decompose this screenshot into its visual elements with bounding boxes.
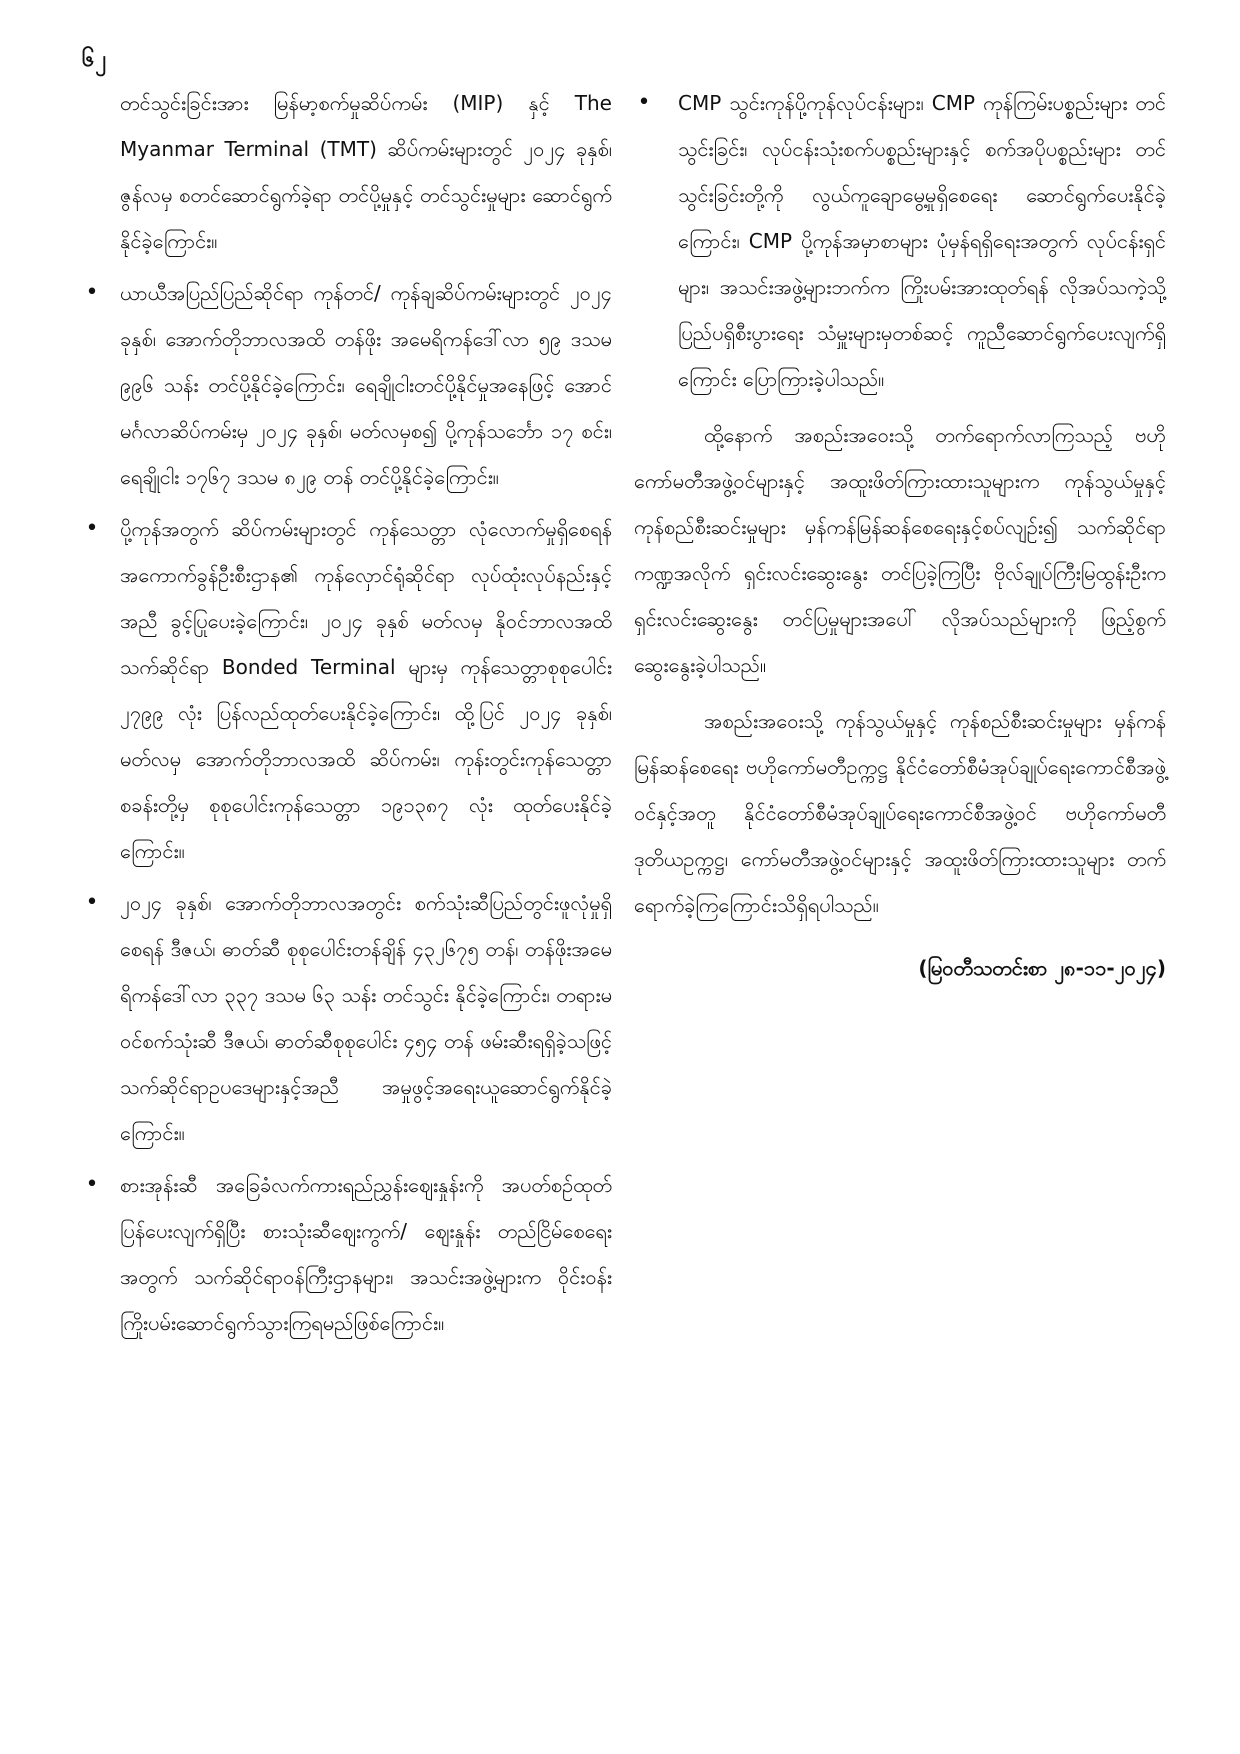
bullet-item-palm-oil <box>82 1162 612 1346</box>
bullet-text: ယာယီအပြည်ပြည်ဆိုင်ရာ ကုန်တင်/ ကုန်ချဆိပ်ကမ်းများတွင် ၂၀၂၄ ခုနှစ်၊ အောက်တိုဘာလအထိ တန်ဖိုး အမေရိကန်ဒေါ်လာ ၅၉ ဒသမ ၉၉၆ သန်း တင်ပို့နိုင်ခဲ့ကြောင်း၊ ရေချိုငါးတင်ပို့နိုင်မှုအနေဖြင့် အောင်မင်္ဂလာဆိပ်ကမ်းမှ ၂၀၂၄ ခုနှစ်၊ မတ်လမှစ၍ ပို့ကုန်သင်္ဘော ၁၇ စင်း၊ ရေချိုငါး ၁၇၆၇ ဒသမ ၈၂၉ တန် တင်ပို့နိုင်ခဲ့ကြောင်း။ <box>120 281 612 489</box>
bullet-icon: • <box>637 90 651 115</box>
bullet-icon: • <box>85 280 99 305</box>
bullet-text: စားအုန်းဆီ အခြေခံလက်ကားရည်ညွှန်းဈေးနှုန်းကို အပတ်စဉ်ထုတ်ပြန်ပေးလျက်ရှိပြီး စားသုံးဆီဈေးကွက်/ ဈေးနှုန်း တည်ငြိမ်စေရေးအတွက် သက်ဆိုင်ရာဝန်ကြီးဌာနများ၊ အသင်းအဖွဲ့များက ဝိုင်းဝန်းကြိုးပမ်းဆောင်ရွက်သွားကြရမည်ဖြစ်ကြောင်း။ <box>120 1173 612 1335</box>
left-column <box>82 80 612 1352</box>
right-column <box>634 80 1166 988</box>
bullet-icon: • <box>85 1172 99 1197</box>
bullet-text: ၂၀၂၄ ခုနှစ်၊ အောက်တိုဘာလအတွင်း စက်သုံးဆီပြည်တွင်းဖူလုံမှုရှိစေရန် ဒီဇယ်၊ ဓာတ်ဆီ စုစုပေါင်းတန်ချိန် ၄၃၂၆၇၅ တန်၊ တန်ဖိုးအမေရိကန်ဒေါ်လာ ၃၃၇ ဒသမ ၆၃ သန်း တင်သွင်း နိုင်ခဲ့ကြောင်း၊ တရားမဝင်စက်သုံးဆီ ဒီဇယ်၊ ဓာတ်ဆီစုစုပေါင်း ၄၅၄ တန် ဖမ်းဆီးရရှိခဲ့သဖြင့် သက်ဆိုင်ရာဥပဒေများနှင့်အညီ အမှုဖွင့်အရေးယူဆောင်ရွက်နိုင်ခဲ့ကြောင်း။ <box>120 891 612 1145</box>
attendees-paragraph: အစည်းအဝေးသို့ ကုန်သွယ်မှုနှင့် ကုန်စည်စီးဆင်းမှုများ မှန်ကန်မြန်ဆန်စေရေး ဗဟိုကော်မတီဥက္ကဋ္ဌ နိုင်ငံတော်စီမံအုပ်ချုပ်ရေးကောင်စီအဖွဲ့ဝင်နှင့်အတူ နိုင်ငံတော်စီမံအုပ်ချုပ်ရေးကောင်စီအဖွဲ့ဝင် ဗဟိုကော်မတီဒုတိယဥက္ကဋ္ဌ၊ ကော်မတီအဖွဲ့ဝင်များနှင့် အထူးဖိတ်ကြားထားသူများ တက်ရောက်ခဲ့ကြကြောင်းသိရှိရပါသည်။ <box>634 709 1166 917</box>
bullet-item-containers <box>82 506 612 874</box>
page-number: ၆၂ <box>82 47 108 72</box>
bullet-item-cmp <box>634 80 1166 402</box>
bullet-text: ပို့ကုန်အတွက် ဆိပ်ကမ်းများတွင် ကုန်သေတ္တာ လုံလောက်မှုရှိစေရန် အကောက်ခွန်ဦးစီးဌာန၏ ကုန်လှောင်ရုံဆိုင်ရာ လုပ်ထုံးလုပ်နည်းနှင့်အညီ ခွင့်ပြုပေးခဲ့ကြောင်း၊ ၂၀၂၄ ခုနှစ် မတ်လမှ နိုဝင်ဘာလအထိ သက်ဆိုင်ရာ Bonded Terminal များမှ ကုန်သေတ္တာစုစုပေါင်း ၂၇၉၉ လုံး ပြန်လည်ထုတ်ပေးနိုင်ခဲ့ကြောင်း၊ ထို့ပြင် ၂၀၂၄ ခုနှစ်၊ မတ်လမှ အောက်တိုဘာလအထိ ဆိပ်ကမ်း၊ ကုန်းတွင်းကုန်သေတ္တာစခန်းတို့မှ စုစုပေါင်းကုန်သေတ္တာ ၁၉၁၃၈၇ လုံး ထုတ်ပေးနိုင်ခဲ့ကြောင်း။ <box>120 517 612 863</box>
bullet-icon: • <box>85 516 99 541</box>
continuation-paragraph: တင်သွင်းခြင်းအား မြန်မာ့စက်မှုဆိပ်ကမ်း (MIP) နှင့် The Myanmar Terminal (TMT) ဆိပ်ကမ်းများတွင် ၂၀၂၄ ခုနှစ်၊ ဇွန်လမှ စတင်ဆောင်ရွက်ခဲ့ရာ တင်ပို့မှုနှင့် တင်သွင်းမှုများ ဆောင်ရွက်နိုင်ခဲ့ကြောင်း။ <box>120 91 612 253</box>
bullet-item-fuel <box>82 880 612 1156</box>
bullet-icon: • <box>85 890 99 915</box>
discussion-paragraph: ထို့နောက် အစည်းအဝေးသို့ တက်ရောက်လာကြသည့် ဗဟိုကော်မတီအဖွဲ့ဝင်များနှင့် အထူးဖိတ်ကြားထားသူများက ကုန်သွယ်မှုနှင့် ကုန်စည်စီးဆင်းမှုများ မှန်ကန်မြန်ဆန်စေရေးနှင့်စပ်လျဉ်း၍ သက်ဆိုင်ရာကဏ္ဍအလိုက် ရှင်းလင်းဆွေးနွေး တင်ပြခဲ့ကြပြီး ဗိုလ်ချုပ်ကြီးမြထွန်းဦးက ရှင်းလင်းဆွေးနွေး တင်ပြမှုများအပေါ် လိုအပ်သည်များကို ဖြည့်စွက်ဆွေးနွေးခဲ့ပါသည်။ <box>634 423 1166 677</box>
bullet-item-export-ports <box>82 270 612 500</box>
source-citation: (မြဝတီသတင်းစာ ၂၈-၁၁-၂၀၂၄) <box>918 956 1166 980</box>
bullet-text: CMP သွင်းကုန်ပို့ကုန်လုပ်ငန်းများ၊ CMP ကုန်ကြမ်းပစ္စည်းများ တင်သွင်းခြင်း၊ လုပ်ငန်းသုံးစက်ပစ္စည်းများနှင့် စက်အပိုပစ္စည်းများ တင်သွင်းခြင်းတို့ကို လွယ်ကူချောမွေ့မှုရှိစေရေး ဆောင်ရွက်ပေးနိုင်ခဲ့ကြောင်း၊ CMP ပို့ကုန်အမှာစာများ ပုံမှန်ရရှိရေးအတွက် လုပ်ငန်းရှင်များ၊ အသင်းအဖွဲ့များဘက်က ကြိုးပမ်းအားထုတ်ရန် လိုအပ်သကဲ့သို့ ပြည်ပရှိစီးပွားရေး သံမှူးများမှတစ်ဆင့် ကူညီဆောင်ရွက်ပေးလျက်ရှိကြောင်း ပြောကြားခဲ့ပါသည်။ <box>678 91 1166 391</box>
